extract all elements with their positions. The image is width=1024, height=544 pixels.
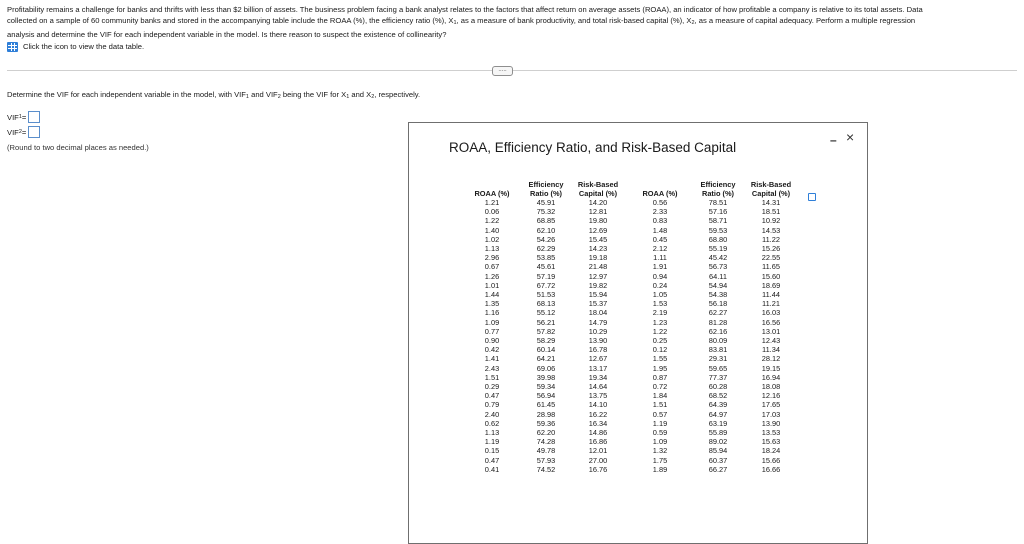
header-row-bottom bbox=[462, 189, 800, 198]
table-cell: 15.37 bbox=[588, 299, 608, 309]
table-row bbox=[462, 253, 800, 262]
table-cell: 0.41 bbox=[484, 464, 500, 474]
table-row bbox=[462, 437, 800, 446]
vif1-row bbox=[7, 111, 40, 123]
table-row bbox=[462, 290, 800, 299]
subscript: 1 bbox=[18, 114, 22, 120]
vif2-label: VIF bbox=[7, 127, 19, 137]
table-row bbox=[462, 336, 800, 345]
table-icon[interactable] bbox=[7, 42, 18, 52]
table-row bbox=[462, 373, 800, 382]
table-cell: 0.79 bbox=[484, 400, 500, 410]
table-cell: 16.34 bbox=[588, 418, 608, 428]
table-cell: 89.02 bbox=[708, 437, 728, 447]
table-cell: 1.55 bbox=[652, 354, 668, 364]
problem-line-2 bbox=[7, 15, 1017, 29]
subscript: 2 bbox=[691, 20, 695, 26]
table-cell: 11.21 bbox=[762, 299, 780, 309]
table-cell: 12.97 bbox=[588, 271, 608, 281]
table-cell: 2.33 bbox=[652, 207, 668, 217]
table-cell: 13.01 bbox=[761, 326, 781, 336]
table-cell: 19.82 bbox=[588, 280, 608, 290]
table-cell: 39.98 bbox=[536, 372, 556, 382]
table-cell: 17.03 bbox=[761, 409, 781, 419]
table-cell: 1.09 bbox=[484, 317, 500, 327]
table-cell: 58.29 bbox=[536, 336, 556, 346]
table-cell: 1.44 bbox=[484, 290, 500, 300]
table-cell: 68.80 bbox=[708, 234, 728, 244]
table-cell: 12.81 bbox=[588, 207, 608, 217]
table-cell: 1.09 bbox=[652, 437, 668, 447]
table-row bbox=[462, 446, 800, 455]
table-cell: 28.98 bbox=[536, 409, 556, 419]
table-cell: 10.92 bbox=[761, 216, 781, 226]
table-cell: 2.40 bbox=[484, 409, 500, 419]
table-cell: 60.14 bbox=[536, 345, 556, 355]
table-cell: 11.65 bbox=[762, 262, 780, 272]
table-cell: 16.76 bbox=[588, 464, 608, 474]
table-row bbox=[462, 354, 800, 363]
col-header: Efficiency bbox=[528, 180, 564, 189]
problem-text: , as a measure of bank productivity, and total risk-based capital (%), X bbox=[456, 16, 692, 25]
table-cell: 0.15 bbox=[484, 446, 500, 456]
table-cell: 61.45 bbox=[536, 400, 556, 410]
table-cell: 19.80 bbox=[588, 216, 608, 226]
col-header: ROAA (%) bbox=[642, 189, 678, 198]
table-cell: 64.97 bbox=[708, 409, 728, 419]
table-cell: 13.17 bbox=[588, 363, 608, 373]
table-cell: 19.18 bbox=[588, 253, 608, 263]
table-cell: 19.15 bbox=[761, 363, 781, 373]
table-cell: 18.24 bbox=[761, 446, 781, 456]
table-cell: 75.32 bbox=[536, 207, 556, 217]
table-cell: 15.63 bbox=[761, 437, 781, 447]
table-cell: 0.56 bbox=[652, 198, 668, 207]
table-cell: 55.89 bbox=[708, 428, 728, 438]
subscript: 1 bbox=[453, 20, 457, 26]
question-text: , respectively. bbox=[374, 90, 421, 99]
table-row bbox=[462, 318, 800, 327]
table-cell: 15.60 bbox=[761, 271, 781, 281]
table-cell: 67.72 bbox=[536, 280, 556, 290]
table-cell: 1.51 bbox=[484, 372, 500, 382]
table-cell: 14.86 bbox=[588, 428, 608, 438]
table-cell: 1.13 bbox=[484, 244, 500, 254]
table-cell: 10.29 bbox=[588, 326, 608, 336]
problem-line-1: Profitability remains a challenge for banks and thrifts with less than $2 billion of assets. The business problem facing a bank analyst relates to the factors that affect return on average assets (ROAA), an indicator of how profitable a company is relative to its total assets. Data bbox=[7, 5, 923, 14]
table-cell: 69.06 bbox=[536, 363, 556, 373]
table-cell: 1.35 bbox=[484, 299, 500, 309]
table-cell: 57.82 bbox=[536, 326, 556, 336]
table-cell: 57.19 bbox=[536, 271, 556, 281]
table-cell: 1.21 bbox=[484, 198, 500, 207]
table-row bbox=[462, 327, 800, 336]
table-cell: 0.06 bbox=[484, 207, 500, 217]
col-header: Risk-Based bbox=[750, 180, 792, 189]
problem-line-3: analysis and determine the VIF for each independent variable in the model. Is there reason to suspect the existence of collinearity? bbox=[7, 30, 447, 39]
table-cell: 54.94 bbox=[708, 280, 728, 290]
data-table bbox=[462, 180, 800, 474]
table-cell: 14.64 bbox=[588, 382, 608, 392]
table-cell: 55.19 bbox=[708, 244, 728, 254]
table-cell: 13.53 bbox=[761, 428, 781, 438]
table-cell: 12.43 bbox=[761, 336, 781, 346]
table-cell: 1.19 bbox=[652, 418, 668, 428]
table-cell: 62.27 bbox=[708, 308, 728, 318]
copy-icon[interactable] bbox=[808, 193, 816, 201]
table-cell: 0.90 bbox=[484, 336, 500, 346]
col-header: Ratio (%) bbox=[529, 189, 563, 198]
col-header: Capital (%) bbox=[578, 189, 618, 198]
subscript: 1 bbox=[245, 94, 249, 100]
table-cell: 74.28 bbox=[536, 437, 556, 447]
table-cell: 51.53 bbox=[536, 290, 556, 300]
table-cell: 19.34 bbox=[588, 372, 608, 382]
table-cell: 22.55 bbox=[761, 253, 781, 263]
table-cell: 0.47 bbox=[484, 455, 500, 465]
table-cell: 1.91 bbox=[652, 262, 668, 272]
table-cell: 11.44 bbox=[762, 290, 780, 300]
table-cell: 1.16 bbox=[484, 308, 500, 318]
table-row bbox=[462, 428, 800, 437]
col-header: Capital (%) bbox=[751, 189, 791, 198]
question-text: and X bbox=[349, 90, 372, 99]
table-cell: 29.31 bbox=[708, 354, 728, 364]
table-cell: 1.26 bbox=[484, 271, 500, 281]
table-cell: 12.67 bbox=[588, 354, 608, 364]
table-cell: 56.21 bbox=[536, 317, 556, 327]
table-cell: 14.53 bbox=[761, 225, 781, 235]
table-cell: 0.42 bbox=[484, 345, 500, 355]
table-cell: 0.25 bbox=[652, 336, 668, 346]
table-cell: 15.45 bbox=[588, 234, 608, 244]
col-header: Efficiency bbox=[700, 180, 736, 189]
table-row bbox=[462, 465, 800, 474]
table-cell: 18.69 bbox=[761, 280, 781, 290]
table-cell: 2.96 bbox=[484, 253, 500, 263]
question-text: Determine the VIF for each independent variable in the model, with VIF bbox=[7, 90, 246, 99]
table-cell: 0.72 bbox=[652, 382, 668, 392]
table-row bbox=[462, 272, 800, 281]
table-cell: 1.19 bbox=[484, 437, 500, 447]
table-cell: 16.86 bbox=[588, 437, 608, 447]
table-cell: 16.78 bbox=[588, 345, 608, 355]
table-cell: 1.53 bbox=[652, 299, 668, 309]
table-cell: 45.42 bbox=[708, 253, 728, 263]
table-row bbox=[462, 198, 800, 207]
col-header: ROAA (%) bbox=[474, 189, 510, 198]
table-cell: 1.40 bbox=[484, 225, 500, 235]
table-cell: 68.13 bbox=[536, 299, 556, 309]
table-row bbox=[462, 262, 800, 271]
table-cell: 63.19 bbox=[708, 418, 728, 428]
equals-sign: = bbox=[21, 112, 27, 122]
expand-button[interactable]: ..... bbox=[492, 66, 513, 76]
table-cell: 18.04 bbox=[588, 308, 608, 318]
table-cell: 0.87 bbox=[652, 372, 668, 382]
table-cell: 57.93 bbox=[536, 455, 556, 465]
table-cell: 1.32 bbox=[652, 446, 668, 456]
table-cell: 1.89 bbox=[652, 464, 668, 474]
vif2-input[interactable] bbox=[28, 126, 40, 138]
table-cell: 62.10 bbox=[536, 225, 556, 235]
table-cell: 57.16 bbox=[708, 207, 728, 217]
close-button[interactable]: × bbox=[846, 129, 855, 145]
table-cell: 2.12 bbox=[652, 244, 668, 254]
question-text: and VIF bbox=[248, 90, 278, 99]
table-cell: 78.51 bbox=[708, 198, 728, 207]
table-cell: 18.08 bbox=[761, 382, 781, 392]
table-cell: 12.16 bbox=[761, 391, 781, 401]
table-cell: 0.24 bbox=[652, 280, 668, 290]
table-cell: 53.85 bbox=[536, 253, 556, 263]
col-header: Ratio (%) bbox=[701, 189, 735, 198]
table-cell: 12.01 bbox=[588, 446, 608, 456]
table-cell: 1.84 bbox=[652, 391, 668, 401]
table-cell: 56.73 bbox=[708, 262, 728, 272]
table-cell: 15.66 bbox=[761, 455, 781, 465]
header-row-top bbox=[462, 180, 800, 189]
col-header bbox=[462, 180, 522, 189]
table-cell: 81.28 bbox=[708, 317, 728, 327]
table-cell: 14.20 bbox=[588, 198, 608, 207]
col-header: Risk-Based bbox=[577, 180, 619, 189]
table-cell: 1.13 bbox=[484, 428, 500, 438]
table-cell: 62.29 bbox=[536, 244, 556, 254]
table-cell: 66.27 bbox=[708, 464, 728, 474]
table-cell: 18.51 bbox=[761, 207, 781, 217]
table-cell: 58.71 bbox=[708, 216, 728, 226]
table-cell: 0.45 bbox=[652, 234, 668, 244]
view-data-link[interactable] bbox=[7, 41, 1017, 52]
table-cell: 59.34 bbox=[536, 382, 556, 392]
table-cell: 1.41 bbox=[484, 354, 500, 364]
table-cell: 77.37 bbox=[708, 372, 728, 382]
table-cell: 1.23 bbox=[652, 317, 668, 327]
table-body bbox=[462, 198, 800, 474]
table-row bbox=[462, 235, 800, 244]
table-cell: 1.95 bbox=[652, 363, 668, 373]
table-cell: 62.20 bbox=[536, 428, 556, 438]
table-row bbox=[462, 410, 800, 419]
subscript: 2 bbox=[277, 94, 281, 100]
table-cell: 83.81 bbox=[708, 345, 728, 355]
table-cell: 45.91 bbox=[536, 198, 556, 207]
table-cell: 59.65 bbox=[708, 363, 728, 373]
table-cell: 68.85 bbox=[536, 216, 556, 226]
table-cell: 62.16 bbox=[708, 326, 728, 336]
table-cell: 2.43 bbox=[484, 363, 500, 373]
table-cell: 0.67 bbox=[484, 262, 500, 272]
table-cell: 13.90 bbox=[588, 336, 608, 346]
table-cell: 16.66 bbox=[761, 464, 781, 474]
table-cell: 74.52 bbox=[536, 464, 556, 474]
table-cell: 64.21 bbox=[536, 354, 556, 364]
table-row bbox=[462, 400, 800, 409]
view-data-label[interactable]: Click the icon to view the data table. bbox=[23, 42, 145, 51]
table-cell: 27.00 bbox=[588, 455, 608, 465]
table-cell: 14.79 bbox=[588, 317, 608, 327]
table-cell: 1.75 bbox=[652, 455, 668, 465]
table-cell: 1.22 bbox=[652, 326, 668, 336]
table-cell: 54.26 bbox=[536, 234, 556, 244]
table-cell: 1.11 bbox=[653, 253, 667, 263]
table-row bbox=[462, 226, 800, 235]
table-cell: 15.94 bbox=[588, 290, 608, 300]
table-cell: 0.77 bbox=[484, 326, 500, 336]
table-cell: 59.53 bbox=[708, 225, 728, 235]
equals-sign: = bbox=[21, 127, 27, 137]
table-cell: 0.83 bbox=[652, 216, 668, 226]
table-cell: 16.56 bbox=[761, 317, 781, 327]
table-cell: 1.22 bbox=[484, 216, 500, 226]
table-cell: 15.26 bbox=[761, 244, 781, 254]
table-cell: 1.48 bbox=[652, 225, 668, 235]
question-text: being the VIF for X bbox=[280, 90, 347, 99]
table-cell: 16.22 bbox=[588, 409, 608, 419]
table-row bbox=[462, 364, 800, 373]
table-cell: 0.94 bbox=[652, 271, 668, 281]
question-prompt bbox=[7, 90, 420, 100]
table-row bbox=[462, 456, 800, 465]
problem-text: , as a measure of capital adequacy. Perform a multiple regression bbox=[694, 16, 916, 25]
table-cell: 1.05 bbox=[652, 290, 668, 300]
table-row bbox=[462, 391, 800, 400]
table-cell: 0.62 bbox=[484, 418, 500, 428]
table-cell: 60.28 bbox=[708, 382, 728, 392]
table-cell: 14.23 bbox=[588, 244, 608, 254]
table-cell: 17.65 bbox=[761, 400, 781, 410]
table-cell: 16.94 bbox=[761, 372, 781, 382]
table-cell: 64.11 bbox=[709, 271, 727, 281]
table-cell: 64.39 bbox=[708, 400, 728, 410]
problem-statement bbox=[7, 4, 1017, 52]
table-row bbox=[462, 299, 800, 308]
table-cell: 28.12 bbox=[761, 354, 781, 364]
table-cell: 2.19 bbox=[652, 308, 668, 318]
rounding-note: (Round to two decimal places as needed.) bbox=[7, 143, 149, 152]
table-cell: 55.12 bbox=[536, 308, 556, 318]
table-cell: 21.48 bbox=[588, 262, 608, 272]
table-row bbox=[462, 308, 800, 317]
table-cell: 56.94 bbox=[536, 391, 556, 401]
table-cell: 1.02 bbox=[484, 234, 500, 244]
table-row bbox=[462, 345, 800, 354]
table-row bbox=[462, 419, 800, 428]
table-cell: 45.61 bbox=[536, 262, 556, 272]
table-cell: 13.90 bbox=[761, 418, 781, 428]
table-cell: 12.69 bbox=[588, 225, 608, 235]
popup-title: ROAA, Efficiency Ratio, and Risk-Based Capital bbox=[449, 140, 737, 155]
table-cell: 14.31 bbox=[761, 198, 781, 207]
table-cell: 60.37 bbox=[708, 455, 728, 465]
subscript: 1 bbox=[346, 94, 350, 100]
vif1-label: VIF bbox=[7, 112, 19, 122]
table-cell: 1.51 bbox=[652, 400, 668, 410]
table-row bbox=[462, 244, 800, 253]
subscript: 2 bbox=[371, 94, 375, 100]
table-cell: 49.78 bbox=[536, 446, 556, 456]
table-row bbox=[462, 207, 800, 216]
table-cell: 1.01 bbox=[484, 280, 500, 290]
table-row bbox=[462, 216, 800, 225]
vif2-row bbox=[7, 126, 40, 138]
table-cell: 11.34 bbox=[762, 345, 780, 355]
problem-text: collected on a sample of 60 community banks and stored in the accompanying table include the ROAA (%), the efficiency ratio (%), X bbox=[7, 16, 454, 25]
table-cell: 13.75 bbox=[588, 391, 608, 401]
table-cell: 0.47 bbox=[484, 391, 500, 401]
table-cell: 16.03 bbox=[761, 308, 781, 318]
table-cell: 85.94 bbox=[708, 446, 728, 456]
table-cell: 54.38 bbox=[708, 290, 728, 300]
table-cell: 0.29 bbox=[484, 382, 500, 392]
vif1-input[interactable] bbox=[28, 111, 40, 123]
table-cell: 0.59 bbox=[652, 428, 668, 438]
col-header bbox=[626, 180, 694, 189]
table-cell: 59.36 bbox=[536, 418, 556, 428]
table-cell: 11.22 bbox=[762, 234, 780, 244]
table-cell: 80.09 bbox=[708, 336, 728, 346]
table-cell: 0.12 bbox=[652, 345, 668, 355]
minimize-button[interactable]: – bbox=[830, 133, 837, 147]
table-cell: 56.18 bbox=[708, 299, 728, 309]
table-cell: 68.52 bbox=[708, 391, 728, 401]
subscript: 2 bbox=[18, 129, 22, 135]
table-row bbox=[462, 281, 800, 290]
table-cell: 14.10 bbox=[588, 400, 608, 410]
table-cell: 0.57 bbox=[652, 409, 668, 419]
table-row bbox=[462, 382, 800, 391]
